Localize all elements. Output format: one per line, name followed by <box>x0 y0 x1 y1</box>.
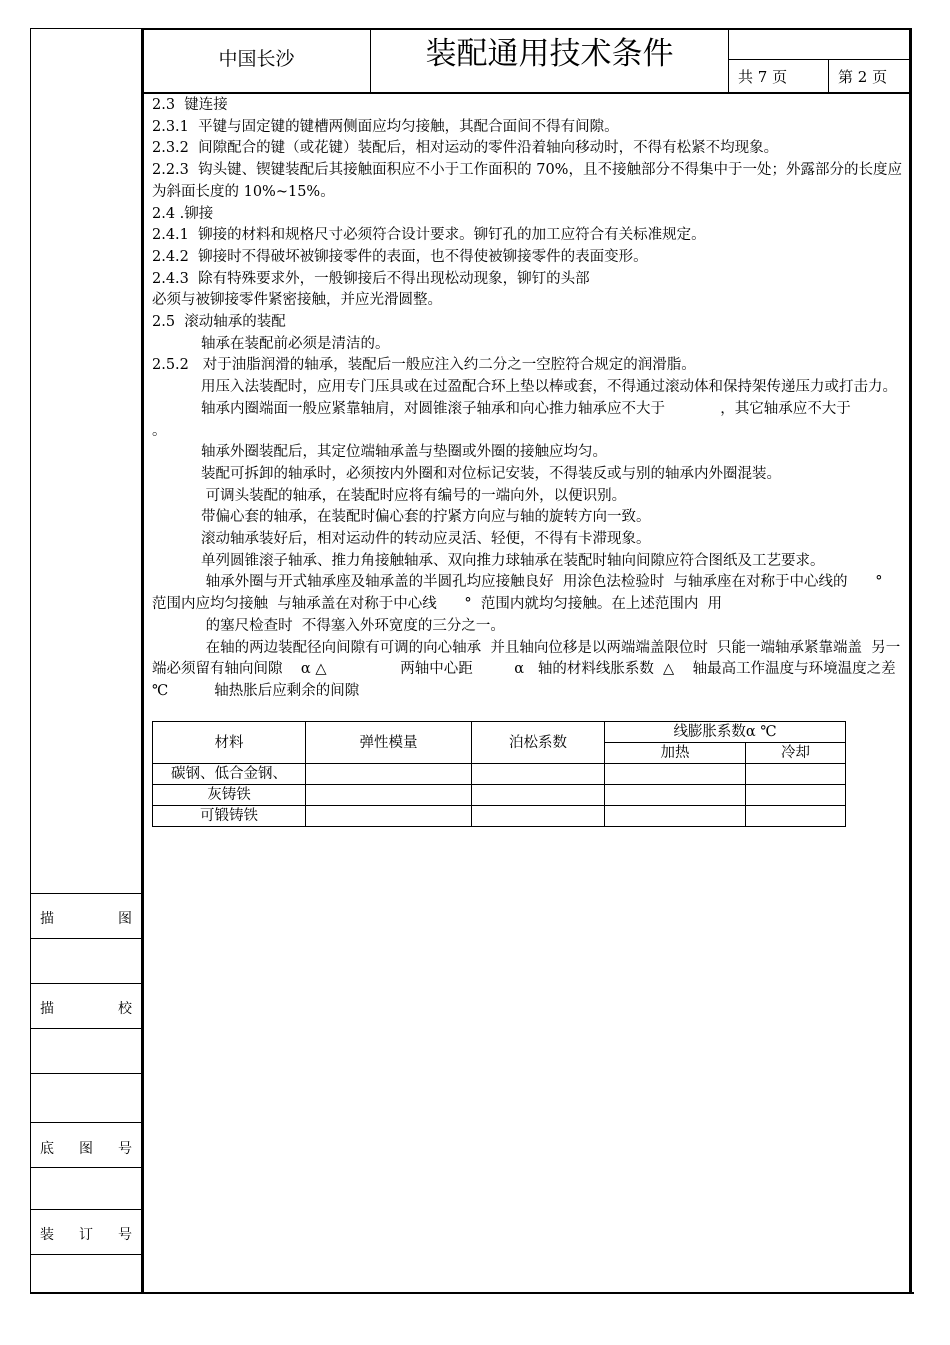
sidebar-line <box>30 1028 142 1029</box>
paragraph: 轴承外圈与开式轴承座及轴承盖的半圆孔均应接触良好 用涂色法检验时 与轴承座在对称于中心线的 ° 范围内应均匀接触 与轴承盖在对称于中心线 ° 范围内就均匀接触。在上述范围内 用 <box>152 574 892 613</box>
paragraph: 带偏心套的轴承，在装配时偏心套的拧紧方向应与轴的旋转方向一致。 <box>201 509 651 526</box>
page-number: 第 2 页 <box>838 68 888 86</box>
cell-cooling <box>746 806 846 827</box>
paragraph: 单列圆锥滚子轴承、推力角接触轴承、双向推力球轴承在装配时轴向间隙应符合图纸及工艺要求。 <box>201 552 825 569</box>
paragraph: 在轴的两边装配径向间隙有可调的向心轴承 并且轴向位移是以两端端盖限位时 只能一端轴承紧靠端盖 另一端必须留有轴向间隙 α △ 两轴中心距 α 轴的材料线胀系数 △ 轴最高工作温度与环境温度之差 ℃ 轴热胀后应剩余的间隙 <box>152 639 905 699</box>
sidebar-line <box>30 1209 142 1210</box>
section-heading: 2.3 键连接 <box>152 97 228 113</box>
cell-heating <box>605 764 746 785</box>
sidebar-check-label <box>32 998 140 1018</box>
document-title: 装配通用技术条件 <box>425 36 674 72</box>
header-bottom <box>141 92 912 94</box>
cell-material: 碳钢、低合金钢、 <box>153 764 306 785</box>
paragraph: 2.3.2 间隙配合的键（或花键）装配后，相对运动的零件沿着轴向移动时，不得有松紧不均现象。 <box>152 140 779 157</box>
sidebar-line <box>30 983 142 984</box>
sidebar-char: 号 <box>118 1227 132 1243</box>
sidebar-draw-label <box>32 908 140 928</box>
cell-cooling <box>746 764 846 785</box>
sidebar-char: 校 <box>118 1001 132 1017</box>
header-div-3 <box>828 59 829 93</box>
cell-cooling <box>746 785 846 806</box>
sidebar-line <box>30 1254 142 1255</box>
table-row <box>153 806 846 827</box>
table-row <box>153 785 846 806</box>
paragraph: 用压入法装配时，应用专门压具或在过盈配合环上垫以棒或套，不得通过滚动体和保持架传递压力或打击力。 <box>201 379 897 396</box>
cell-elastic <box>306 806 472 827</box>
col-cooling-header: 冷却 <box>746 743 846 764</box>
body-text <box>152 95 904 703</box>
paragraph: 滚动轴承装好后，相对运动件的转动应灵活、轻便，不得有卡滞现象。 <box>201 531 651 548</box>
col-heating-header: 加热 <box>605 743 746 764</box>
paragraph: 2.4.3 除有特殊要求外，一般铆接后不得出现松动现象，铆钉的头部 <box>152 270 590 287</box>
sidebar-char: 描 <box>40 911 54 927</box>
paragraph: 必须与被铆接零件紧密接触，并应光滑圆整。 <box>152 292 442 309</box>
col-elastic-header: 弹性模量 <box>306 722 472 764</box>
col-poisson-header: 泊松系数 <box>472 722 605 764</box>
frame-right <box>909 28 912 1294</box>
sidebar-char: 图 <box>118 911 132 927</box>
frame-bottom <box>30 1292 914 1294</box>
sidebar-line <box>30 1122 142 1123</box>
frame-top-left <box>30 28 142 29</box>
sidebar-base-no-label <box>32 1138 140 1158</box>
cell-poisson <box>472 806 605 827</box>
frame-left <box>30 28 31 1294</box>
total-pages: 共 7 页 <box>738 68 788 86</box>
cell-material: 灰铸铁 <box>153 785 306 806</box>
material-table <box>152 721 846 827</box>
sidebar-line <box>30 893 142 894</box>
sidebar-line <box>30 1073 142 1074</box>
sidebar-line <box>30 938 142 939</box>
cell-poisson <box>472 785 605 806</box>
header-mid <box>728 59 910 60</box>
sidebar-binding-no-label <box>32 1224 140 1244</box>
paragraph: 2.3.1 平键与固定键的键槽两侧面应均匀接触，其配合面间不得有间隙。 <box>152 118 619 135</box>
section-heading: 2.5 滚动轴承的装配 <box>152 314 286 331</box>
paragraph: 2.4.1 铆接的材料和规格尺寸必须符合设计要求。铆钉孔的加工应符合有关标准规定。 <box>152 227 706 244</box>
company-name: 中国长沙 <box>218 48 295 70</box>
cell-material: 可锻铸铁 <box>153 806 306 827</box>
header-div-2 <box>728 28 729 93</box>
sidebar-char: 装 <box>40 1227 54 1243</box>
paragraph: 的塞尺检查时 不得塞入外环宽度的三分之一。 <box>201 617 505 634</box>
sidebar-char: 底 <box>40 1141 54 1157</box>
paragraph: 装配可拆卸的轴承时，必须按内外圈和对位标记安装，不得装反或与别的轴承内外圈混装。 <box>201 465 781 482</box>
cell-heating <box>605 785 746 806</box>
col-expansion-header: 线膨胀系数α ℃ <box>605 722 846 743</box>
paragraph: 2.4.2 铆接时不得破坏被铆接零件的表面，也不得使被铆接零件的表面变形。 <box>152 248 648 265</box>
paragraph: 轴承外圈装配后，其定位端轴承盖与垫圈或外圈的接触应均匀。 <box>201 444 607 461</box>
cell-elastic <box>306 764 472 785</box>
table-row <box>153 764 846 785</box>
table-header-row <box>153 722 846 743</box>
sidebar-char: 图 <box>79 1141 93 1157</box>
paragraph: 轴承在装配前必须是清洁的。 <box>201 335 390 352</box>
cell-elastic <box>306 785 472 806</box>
paragraph: 轴承内圈端面一般应紧靠轴肩，对圆锥滚子轴承和向心推力轴承应不大于 ，其它轴承应不大于 。 <box>152 400 897 439</box>
sidebar-char: 订 <box>79 1227 93 1243</box>
sidebar-line <box>30 1167 142 1168</box>
frame-main-left <box>141 28 144 1294</box>
paragraph: 2.5.2 对于油脂润滑的轴承，装配后一般应注入约二分之一空腔符合规定的润滑脂。 <box>152 357 696 374</box>
cell-poisson <box>472 764 605 785</box>
cell-heating <box>605 806 746 827</box>
section-heading: 2.4 .铆接 <box>152 205 214 222</box>
paragraph: 2.2.3 钩头键、锲键装配后其接触面积应不小于工作面积的 70%，且不接触部分不得集中于一处；外露部分的长度应为斜面长度的 10%~15%。 <box>152 162 902 200</box>
sidebar-char: 号 <box>118 1141 132 1157</box>
paragraph: 可调头装配的轴承，在装配时应将有编号的一端向外，以便识别。 <box>201 487 627 504</box>
col-material-header: 材料 <box>153 722 306 764</box>
sidebar-char: 描 <box>40 1001 54 1017</box>
